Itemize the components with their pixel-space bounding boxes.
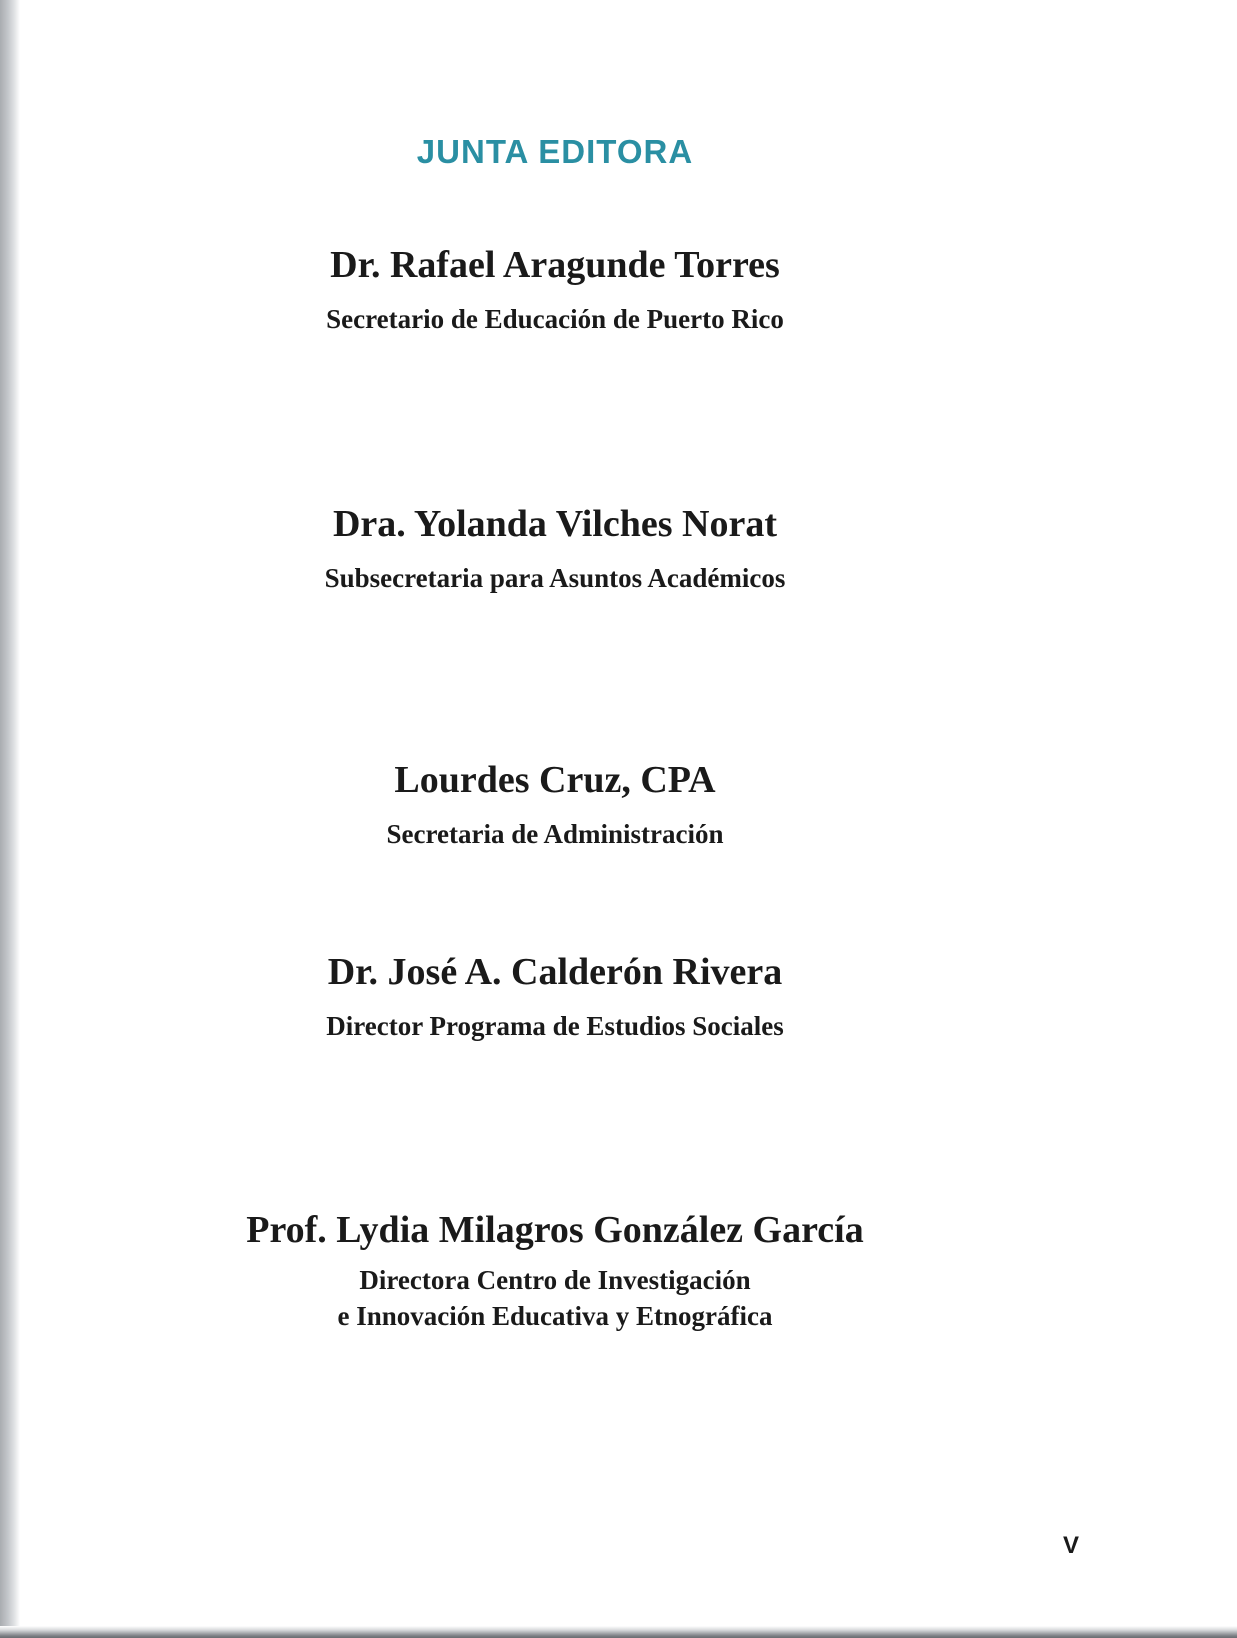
- member-role-line-2: e Innovación Educativa y Etnográfica: [337, 1301, 773, 1331]
- member-role: Secretario de Educación de Puerto Rico: [326, 304, 784, 334]
- member-role: Director Programa de Estudios Sociales: [326, 1011, 784, 1041]
- member-role: Secretaria de Administración: [386, 819, 724, 849]
- member-entry: [0, 502, 1110, 596]
- member-name: Dr. Rafael Aragunde Torres: [330, 244, 780, 286]
- member-name: Prof. Lydia Milagros González García: [246, 1209, 864, 1251]
- member-entry: [0, 950, 1110, 1044]
- member-entry: [0, 243, 1110, 337]
- page-number: V: [1063, 1532, 1080, 1559]
- member-entry: [0, 1208, 1110, 1334]
- scan-bottom-edge: [0, 1626, 1237, 1638]
- member-name: Dra. Yolanda Vilches Norat: [332, 503, 778, 545]
- member-role-line-1: Directora Centro de Investigación: [359, 1265, 751, 1295]
- member-name: Lourdes Cruz, CPA: [394, 759, 716, 801]
- section-heading: JUNTA EDITORA: [416, 133, 694, 170]
- member-name: Dr. José A. Calderón Rivera: [327, 951, 783, 993]
- member-entry: [0, 758, 1110, 852]
- member-role: Subsecretaria para Asuntos Académicos: [324, 563, 786, 593]
